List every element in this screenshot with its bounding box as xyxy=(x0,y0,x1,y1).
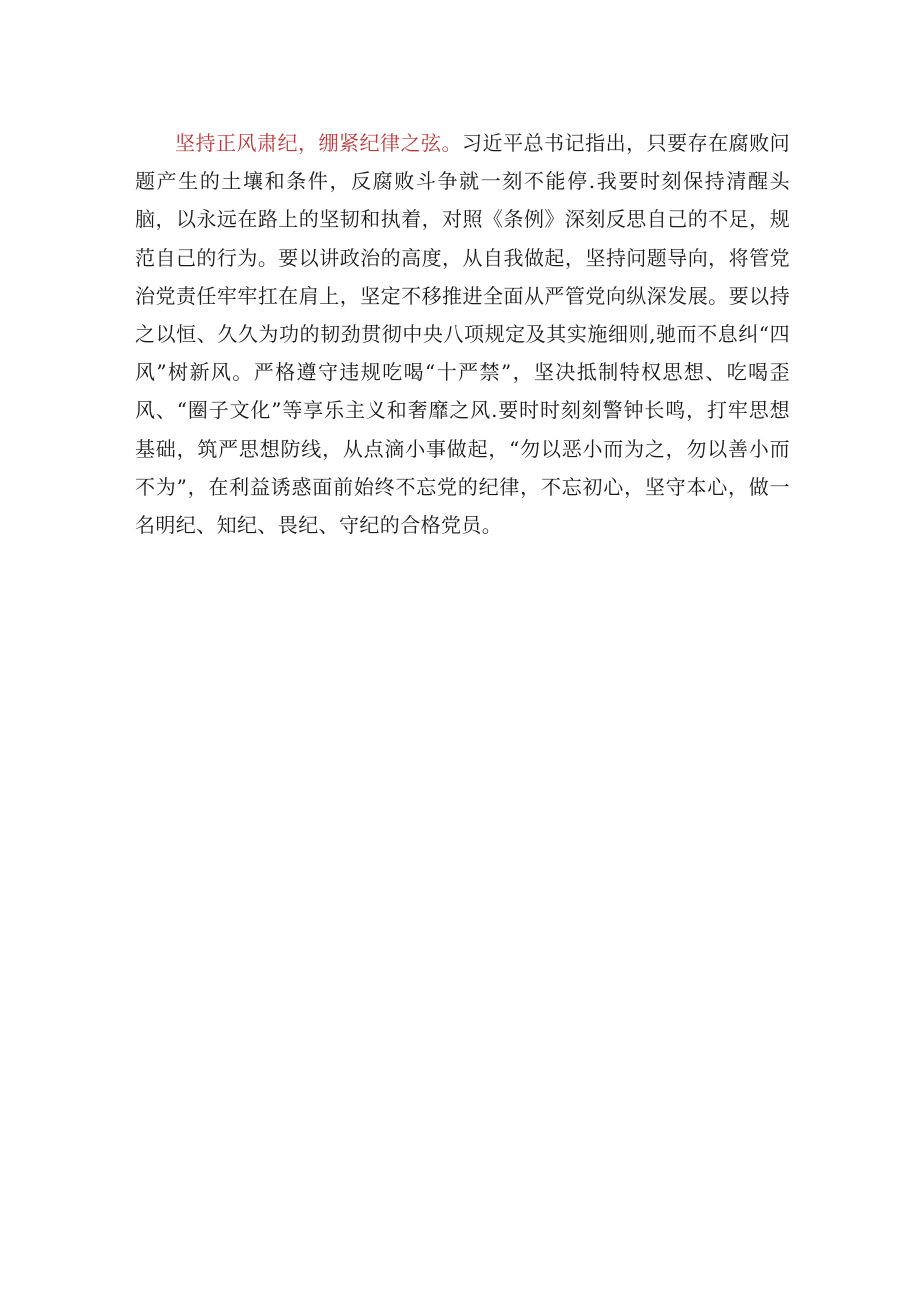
paragraph-body: 习近平总书记指出，只要存在腐败问题产生的土壤和条件，反腐败斗争就一刻不能停.我要时刻保持清醒头脑，以永远在路上的坚韧和执着，对照《条例》深刻反思自己的不足，规范自己的行为。要以讲政治的高度，从自我做起，坚持问题导向，将管党治党责任牢牢扛在肩上，坚定不移推进全面从严管党向纵深发展。要以持之以恒、久久为功的韧劲贯彻中央八项规定及其实施细则,驰而不息纠“四风”树新风。严格遵守违规吃喝“十严禁”，坚决抵制特权思想、吃喝歪风、“圈子文化”等享乐主义和奢靡之风.要时时刻刻警钟长鸣，打牢思想基础，筑严思想防线，从点滴小事做起，“勿以恶小而为之，勿以善小而不为”，在利益诱惑面前始终不忘党的纪律，不忘初心，坚守本心，做一名明纪、知纪、畏纪、守纪的合格党员。 xyxy=(135,131,790,538)
paragraph-lead: 坚持正风肃纪，绷紧纪律之弦。 xyxy=(175,131,463,155)
document-body xyxy=(135,124,790,544)
paragraph xyxy=(135,124,790,544)
